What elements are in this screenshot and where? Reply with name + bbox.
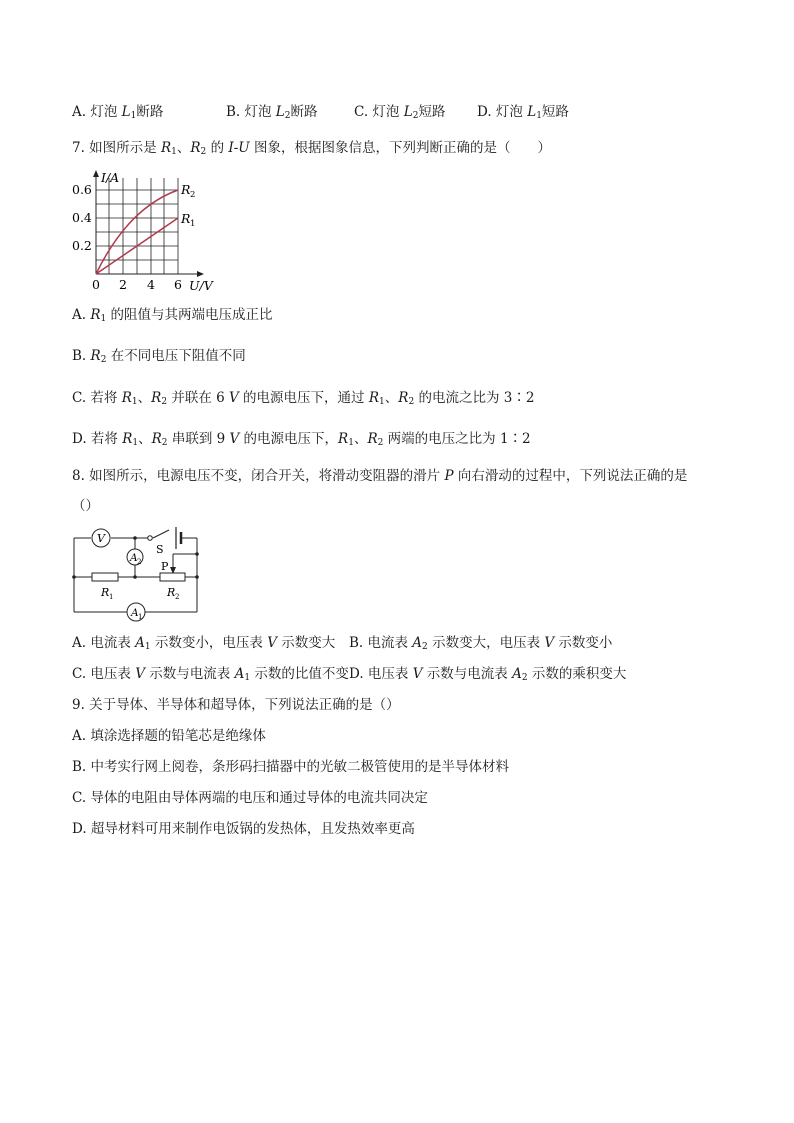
- q8-option-a: A. 电流表 $A_1$ 示数变小，电压表 V 示数变大: [72, 635, 336, 652]
- y-tick-0.4: 0.4: [72, 210, 92, 225]
- r1-label-sub: 1: [109, 593, 114, 601]
- wire-switch-blade: [153, 530, 169, 538]
- q6-option-a: A. 灯泡 $L_1$断路: [72, 104, 164, 121]
- y-tick-0.2: 0.2: [72, 238, 92, 253]
- q8-option-d: D. 电压表 V 示数与电流表 $A_2$ 示数的乘积变大: [349, 666, 627, 683]
- iu-graph: [68, 168, 228, 296]
- q9-option-a: A. 填涂选择题的铅笔芯是绝缘体: [72, 728, 266, 744]
- q8-stem-line2: （）: [72, 498, 99, 514]
- junction-right-mid: [195, 575, 199, 579]
- junction-mid: [133, 575, 137, 579]
- q9-stem: 9. 关于导体、半导体和超导体，下列说法正确的是（）: [72, 697, 400, 713]
- switch-label: S: [156, 543, 164, 556]
- y-axis-arrow: [93, 170, 99, 177]
- q9-option-d: D. 超导材料可用来制作电饭锅的发热体，且发热效率更高: [72, 821, 415, 837]
- voltmeter-label: V: [97, 532, 105, 545]
- x-axis-arrow: [197, 271, 204, 277]
- ammeter-a2-label: A: [130, 552, 138, 564]
- junction-right: [195, 552, 199, 556]
- r1-line-label-sub: 1: [190, 219, 196, 229]
- q9-option-b: B. 中考实行网上阅卷，条形码扫描器中的光敏二极管使用的是半导体材料: [72, 759, 510, 775]
- ammeter-a1-label: A: [131, 607, 139, 619]
- q8-option-c: C. 电压表 V 示数与电流表 $A_1$ 示数的比值不变: [72, 666, 349, 683]
- r2-curve-label-sub: 2: [190, 190, 196, 200]
- q7-option-c: C. 若将 $R_1$、$R_2$ 并联在 6 V 的电源电压下，通过 $R_1$、$R_2$ 的电流之比为 3∶2: [72, 390, 535, 407]
- resistor-r1: [92, 573, 118, 581]
- r2-label: R: [167, 586, 176, 599]
- circuit-diagram: [68, 522, 208, 622]
- r1-line-label: R: [181, 211, 191, 226]
- ammeter-a1-sub: 1: [138, 613, 143, 621]
- r2-curve-label: R: [181, 182, 191, 197]
- r1-label: R: [101, 586, 110, 599]
- q6-option-b: B. 灯泡 $L_2$断路: [226, 104, 318, 121]
- q7-option-a: A. $R_1$ 的阻值与其两端电压成正比: [72, 307, 273, 324]
- ammeter-a2-sub: 2: [137, 558, 142, 566]
- x-tick-6: 6: [174, 277, 182, 292]
- x-tick-2: 2: [119, 277, 127, 292]
- rheostat-r2: [160, 573, 185, 581]
- q7-option-b: B. $R_2$ 在不同电压下阻值不同: [72, 348, 246, 365]
- y-tick-0.6: 0.6: [72, 182, 92, 197]
- q8-option-b: B. 电流表 $A_2$ 示数变大，电压表 V 示数变小: [349, 635, 613, 652]
- q9-option-c: C. 导体的电阻由导体两端的电压和通过导体的电流共同决定: [72, 790, 428, 806]
- x-tick-0: 0: [92, 277, 100, 292]
- q6-option-c: C. 灯泡 $L_2$短路: [354, 104, 446, 121]
- x-tick-4: 4: [147, 277, 155, 292]
- x-axis-label: U/V: [189, 278, 213, 293]
- q7-option-d: D. 若将 $R_1$、$R_2$ 串联到 9 V 的电源电压下，$R_1$、$R_2$ 两端的电压之比为 1∶2: [72, 431, 531, 448]
- q7-stem: 7. 如图所示是 $R_1$、$R_2$ 的 I-U 图象，根据图象信息，下列判断正确的是（ ）: [72, 140, 551, 157]
- q8-stem-line1: 8. 如图所示，电源电压不变，闭合开关，将滑动变阻器的滑片 P 向右滑动的过程中，下列说法正确的是: [72, 468, 688, 484]
- junction-left: [72, 575, 76, 579]
- r2-label-sub: 2: [175, 593, 180, 601]
- y-axis-label: I/A: [101, 170, 120, 185]
- switch-contact: [148, 536, 153, 541]
- slider-label: P: [161, 560, 169, 573]
- q6-option-d: D. 灯泡 $L_1$短路: [477, 104, 569, 121]
- junction-top: [133, 536, 137, 540]
